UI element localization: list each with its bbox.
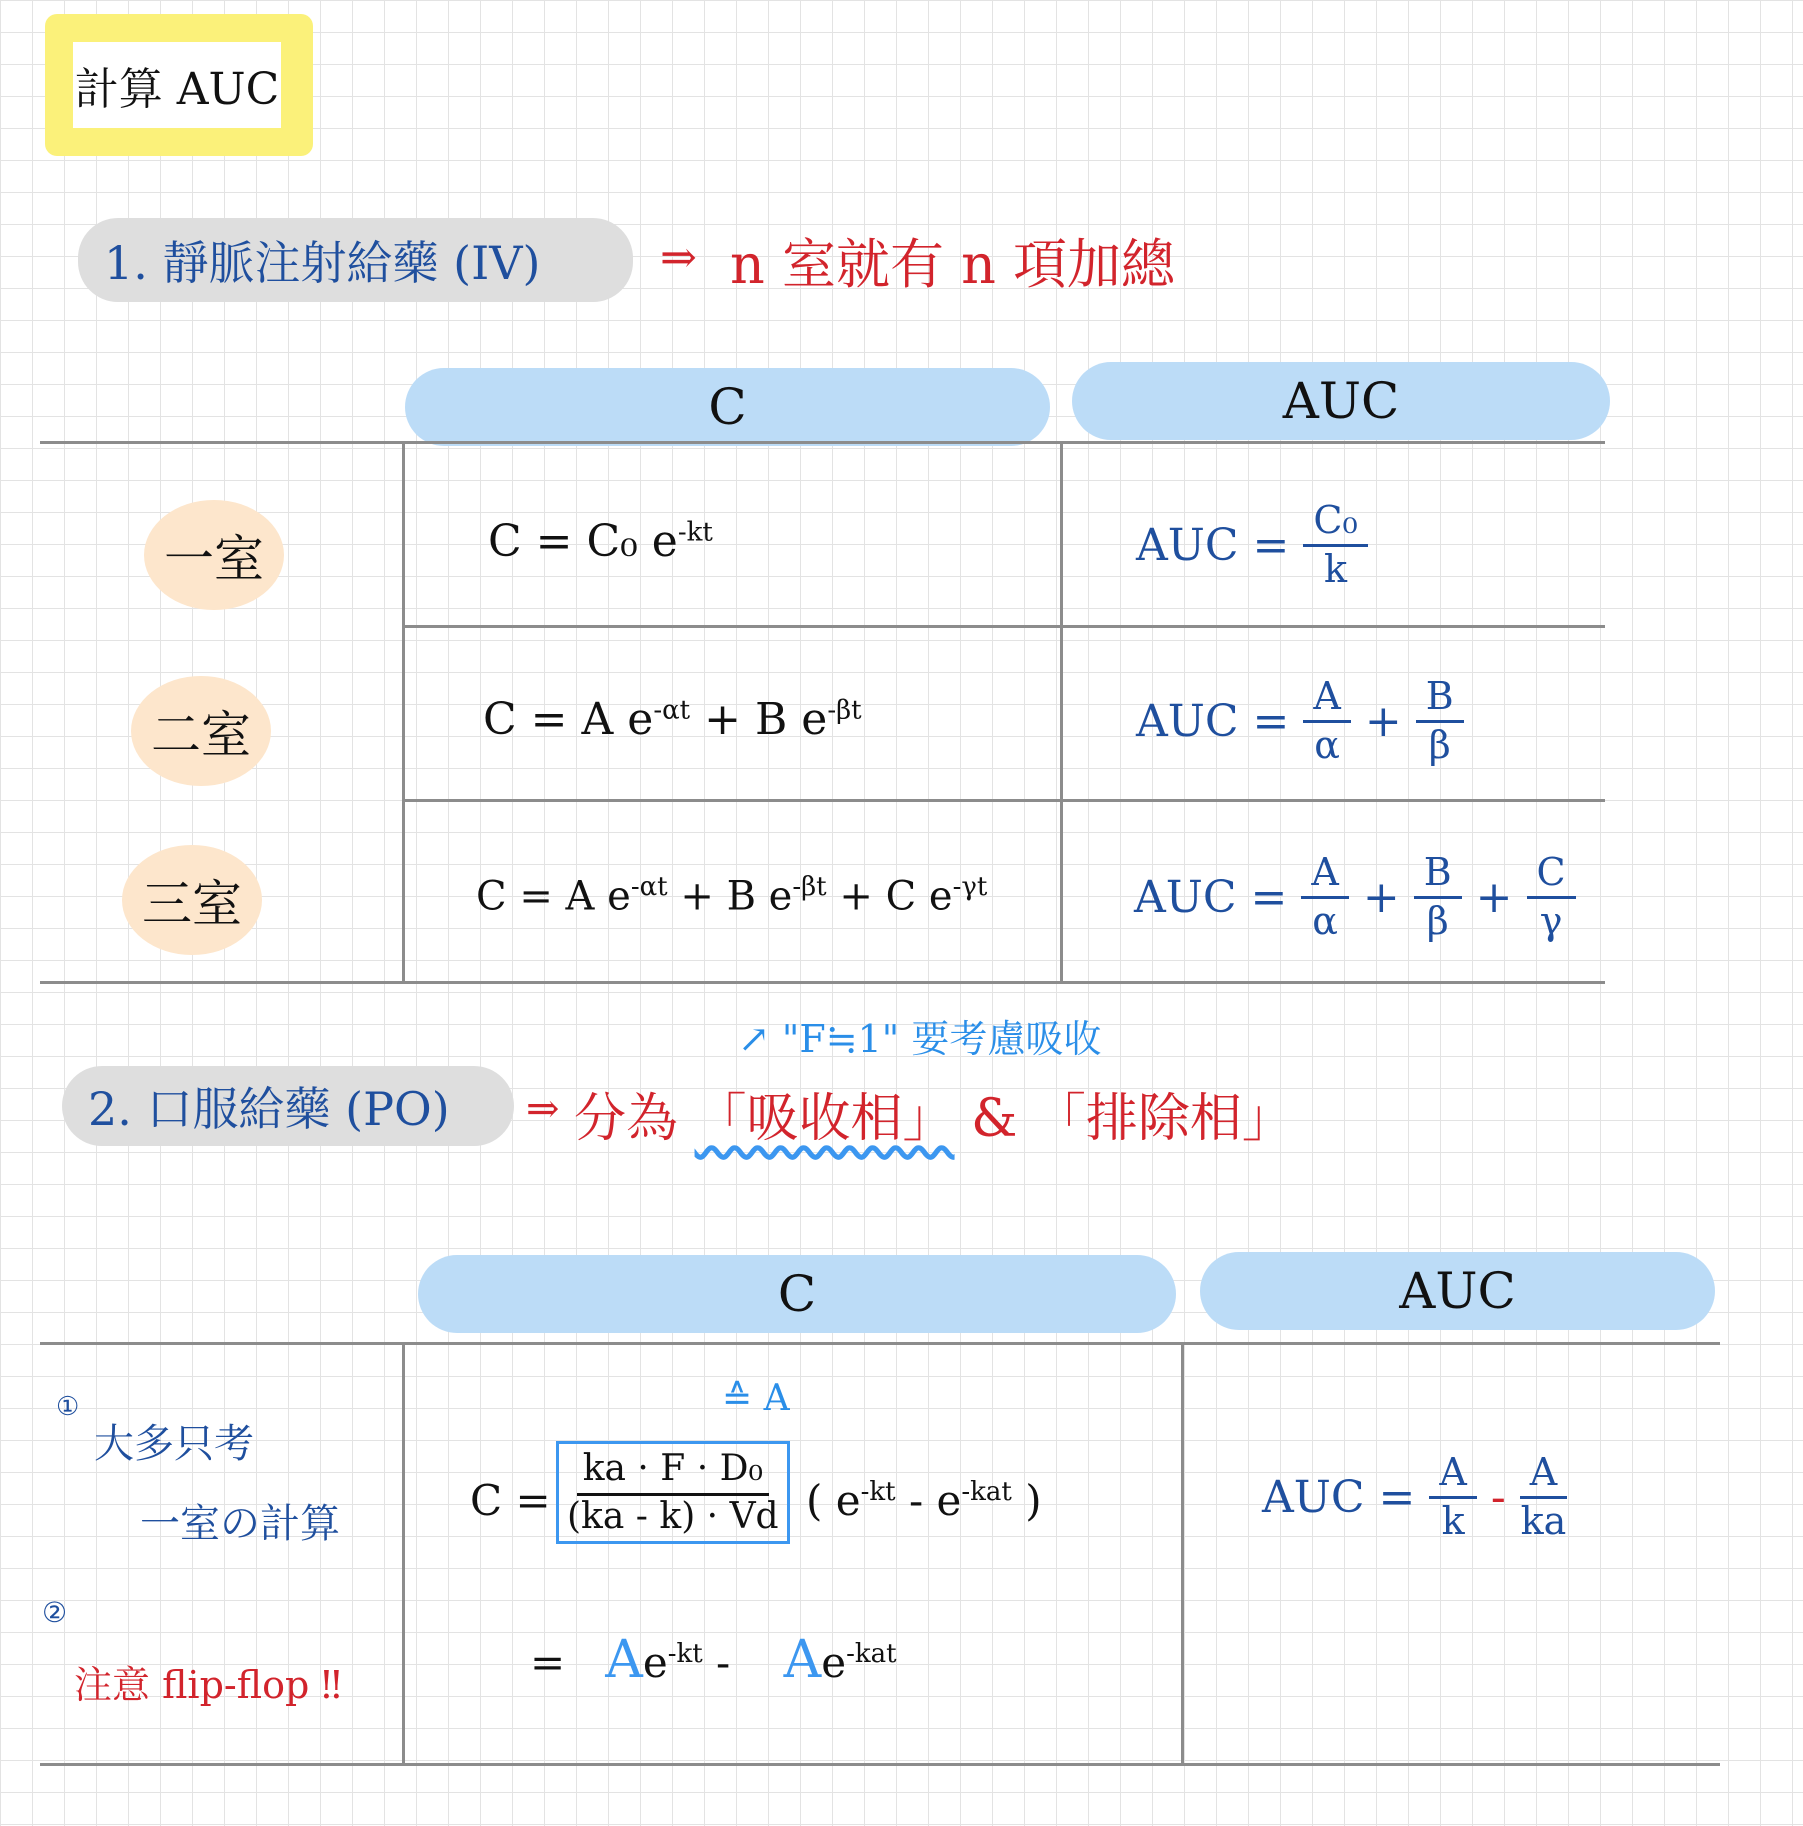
table2-header-c: C [418,1255,1176,1333]
table1-header-auc: AUC [1072,362,1610,440]
absorption-annotation: ↗ "F≒1" 要考慮吸收 [738,1017,1102,1061]
iv-three-compartment-c-formula: C = A $e^{-\alpha t} + B$ $e^{-\beta t} + C$ $e^{-\gamma t}$ [476,872,988,920]
table2-divider-left [402,1342,405,1766]
po-c-simplified: = $Ae^{-kt}$ - $Ae^{-kat}$ [530,1630,897,1690]
table2-rule-top [40,1342,1720,1345]
table1-rule-top [40,441,1605,444]
row-label-two-compartment: 二室 [131,676,271,786]
table1-rule-bottom [40,981,1605,984]
po-c-exponential-terms: ( $e^{-kt} - e^{-kat}$ ) [806,1476,1042,1525]
section1-heading: 1. 靜脈注射給藥 (IV) [78,218,633,302]
flip-flop-note: 注意 flip-flop ‼ [74,1663,342,1707]
side-note1-line2: 一室の計算 [140,1501,340,1547]
equivalent-to-A-note: ≙ A [722,1378,790,1419]
iv-two-compartment-auc-formula: AUC = $\frac{A}{\alpha}$ + $\frac{B}{\beta}$ [1136,676,1464,767]
section1-note: n 室就有 n 項加總 [730,233,1176,296]
side-note1-marker: ① [56,1392,80,1422]
table1-divider-mid [1060,441,1063,984]
table1-rule-row1 [402,625,1605,628]
row-label-one-compartment: 一室 [144,500,284,610]
title-highlight [45,14,313,156]
side-note2-marker: ② [42,1596,68,1629]
table2-header-auc: AUC [1200,1252,1715,1330]
table1-rule-row2 [402,799,1605,802]
iv-one-compartment-c-formula: C = C₀ $e^{-kt}$ [488,516,713,567]
po-c-lhs: C = [470,1476,551,1525]
po-boxed-coefficient: $\frac{\text{ka · F · D₀}}{(ka - k) \cdot Vd}$ [556,1440,790,1544]
table1-divider-left [402,441,405,984]
section2-note: 分為 「吸收相」 & 「排除相」 [574,1089,1294,1149]
side-note1-line1: 大多只考 [94,1421,254,1467]
page-title: 計算 AUC [73,42,281,128]
table1-header-c: C [405,368,1050,446]
section2-arrow: ⇒ [526,1086,560,1132]
section1-arrow: ⇒ [660,232,697,283]
po-auc-formula: AUC = $\frac{A}{k}$ - $\frac{A}{ka}$ [1262,1450,1567,1543]
table2-rule-bottom [40,1763,1720,1766]
section2-heading: 2. 口服給藥 (PO) [62,1066,514,1146]
iv-two-compartment-c-formula: C = A $e^{-\alpha t} + B$ $e^{-\beta t}$ [483,694,862,745]
elimination-phase: 「排除相」 [1033,1089,1294,1149]
row-label-three-compartment: 三室 [122,845,262,955]
table2-divider-mid [1181,1342,1184,1766]
absorption-phase: 「吸收相」 [694,1089,955,1149]
iv-three-compartment-auc-formula: AUC = $\frac{A}{\alpha}$ + $\frac{B}{\beta}$ + $\frac{C}{\gamma}$ [1134,852,1576,943]
iv-one-compartment-auc-formula: AUC = $\frac{\text{C₀}}{k}$ [1136,500,1368,591]
